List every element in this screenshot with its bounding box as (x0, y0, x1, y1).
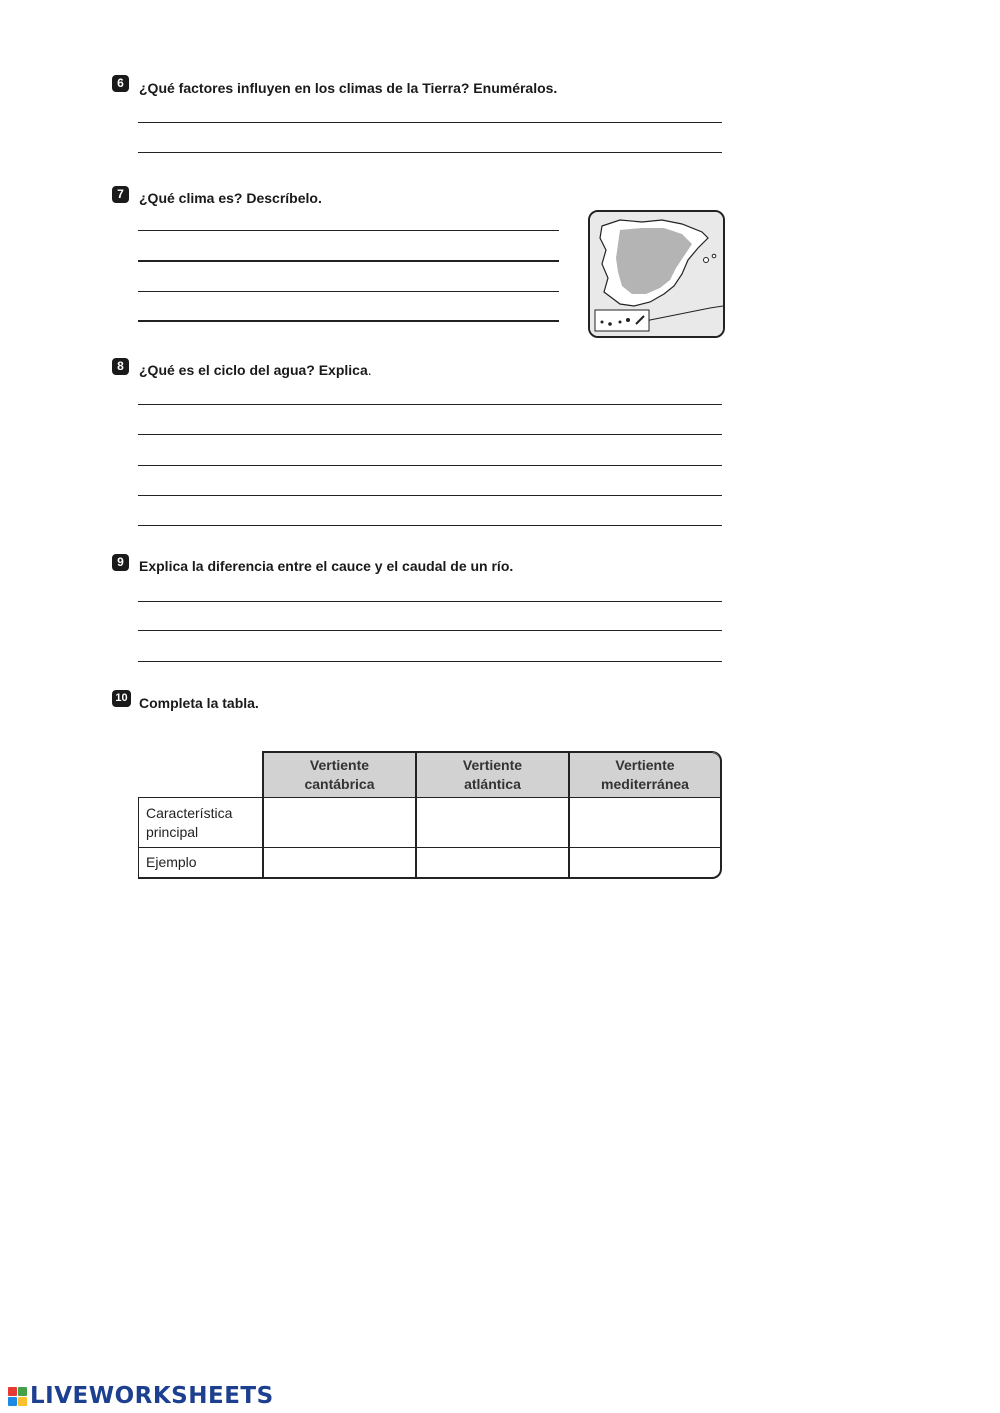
question-6-bold: ¿Qué factores influyen en los climas de la Tierra? Enuméralos. (139, 80, 558, 96)
answer-line-8-1[interactable] (138, 404, 722, 405)
answer-line-9-2[interactable] (138, 630, 722, 631)
iberian-peninsula-map (590, 212, 723, 336)
question-7-text (139, 190, 322, 206)
question-8-number: 8 (112, 358, 129, 375)
answer-line-8-2[interactable] (138, 434, 722, 435)
row-label-ejemplo: Ejemplo (138, 848, 262, 877)
header-cantabrica: Vertiente cantábrica (264, 752, 417, 797)
cell-caracteristica-atlantica[interactable] (417, 798, 570, 847)
question-7-bold: ¿Qué clima es? Descríbelo. (139, 190, 322, 206)
cell-caracteristica-mediterranea[interactable] (570, 798, 720, 847)
question-6-number: 6 (112, 75, 129, 92)
question-10-bold: Completa la tabla. (139, 695, 259, 711)
question-10-number: 10 (112, 690, 131, 707)
answer-line-7-4[interactable] (138, 320, 559, 322)
question-10-text (139, 695, 259, 711)
climate-map (588, 210, 725, 338)
question-9-bold: Explica la diferencia entre el cauce y el caudal de un río. (139, 558, 514, 574)
logo-squares-icon (8, 1387, 27, 1406)
cell-caracteristica-cantabrica[interactable] (264, 798, 417, 847)
question-9-text (139, 558, 513, 574)
cell-ejemplo-atlantica[interactable] (417, 848, 570, 877)
header-mediterranea: Vertiente mediterránea (570, 752, 720, 797)
cell-ejemplo-cantabrica[interactable] (264, 848, 417, 877)
answer-line-8-4[interactable] (138, 495, 722, 496)
answer-line-7-2[interactable] (138, 260, 559, 262)
header-atlantica: Vertiente atlántica (417, 752, 570, 797)
question-7-number: 7 (112, 186, 129, 203)
liveworksheets-logo (8, 1381, 274, 1411)
logo-text: LIVEWORKSHEETS (30, 1383, 274, 1409)
question-8-bold: ¿Qué es el ciclo del agua? Explica (139, 362, 368, 378)
row-label-caracteristica: Característica principal (138, 798, 262, 847)
answer-line-9-1[interactable] (138, 601, 722, 602)
question-8-text (139, 362, 372, 378)
answer-line-6-1[interactable] (138, 122, 722, 123)
cell-ejemplo-mediterranea[interactable] (570, 848, 720, 877)
answer-line-6-2[interactable] (138, 152, 722, 153)
answer-line-8-5[interactable] (138, 525, 722, 526)
question-6-text (139, 80, 557, 96)
answer-line-7-1[interactable] (138, 230, 559, 231)
answer-line-8-3[interactable] (138, 465, 722, 466)
answer-line-7-3[interactable] (138, 291, 559, 292)
question-8-plain: . (367, 362, 372, 378)
rivers-table (138, 751, 722, 879)
answer-line-9-3[interactable] (138, 661, 722, 662)
question-9-number: 9 (112, 554, 129, 571)
